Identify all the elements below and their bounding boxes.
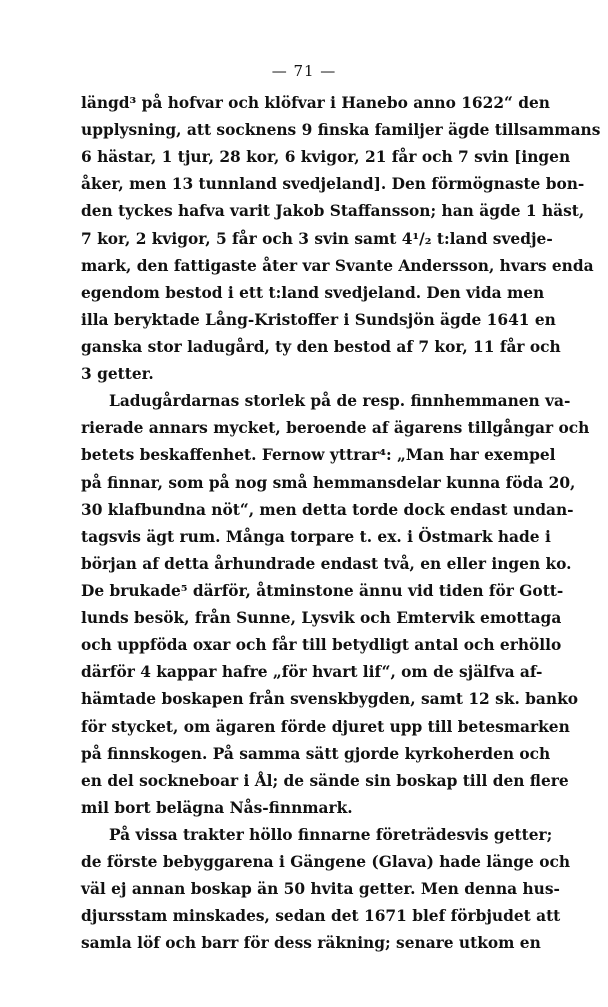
- text-line: mil bort belägna Nås-finnmark.: [81, 798, 353, 817]
- text-line: djursstam minskades, sedan det 1671 blef förbjudet att: [81, 907, 561, 926]
- text-line: och uppföda oxar och får till betydligt antal och erhöllo: [81, 636, 562, 655]
- text-line: ganska stor ladugård, ty den bestod af 7 kor, 11 får och: [81, 337, 561, 356]
- text-line: De brukade⁵ därför, åtminstone ännu vid tiden för Gott-: [81, 581, 564, 600]
- text-line: 6 hästar, 1 tjur, 28 kor, 6 kvigor, 21 får och 7 svin [ingen: [81, 148, 571, 167]
- text-line: tagsvis ägt rum. Många torpare t. ex. i Östmark hade i: [81, 527, 551, 546]
- text-line: för stycket, om ägaren förde djuret upp till betesmarken: [81, 717, 570, 736]
- text-line: mark, den fattigaste åter var Svante Andersson, hvars enda: [81, 256, 594, 275]
- body-text: [81, 90, 601, 958]
- text-line: därför 4 kappar hafre „för hvart lif“, om de själfva af-: [81, 663, 543, 682]
- text-line: samla löf och barr för dess räkning; senare utkom en: [81, 934, 541, 953]
- text-line: på finnskogen. På samma sätt gjorde kyrkoherden och: [81, 744, 551, 763]
- text-line: väl ej annan boskap än 50 hvita getter. Men denna hus-: [81, 880, 560, 899]
- text-line: 7 kor, 2 kvigor, 5 får och 3 svin samt 4¹/₂ t:land svedje-: [81, 229, 553, 248]
- text-line: på finnar, som på nog små hemmansdelar kunna föda 20,: [81, 473, 576, 492]
- text-line: upplysning, att socknens 9 finska familjer ägde tillsammans: [81, 121, 601, 140]
- text-line: hämtade boskapen från svenskbygden, samt 12 sk. banko: [81, 690, 579, 709]
- text-line: början af detta århundrade endast två, en eller ingen ko.: [81, 554, 572, 573]
- text-line: Ladugårdarnas storlek på de resp. finnhemmanen va-: [109, 392, 571, 411]
- text-line: åker, men 13 tunnland svedjeland]. Den förmögnaste bon-: [81, 175, 585, 194]
- page-number: — 71 —: [271, 62, 337, 80]
- text-line: 30 klafbundna nöt“, men detta torde dock endast undan-: [81, 500, 574, 519]
- text-line: illa beryktade Lång-Kristoffer i Sundsjön ägde 1641 en: [81, 310, 556, 329]
- text-line: en del sockneboar i Ål; de sände sin boskap till den flere: [81, 771, 569, 790]
- text-line: egendom bestod i ett t:land svedjeland. Den vida men: [81, 283, 545, 302]
- text-line: 3 getter.: [81, 365, 154, 384]
- text-line: På vissa trakter höllo finnarne företrädesvis getter;: [109, 825, 553, 844]
- text-line: lunds besök, från Sunne, Lysvik och Emtervik emottaga: [81, 609, 562, 628]
- text-line: de förste bebyggarena i Gängene (Glava) hade länge och: [81, 853, 571, 872]
- text-line: längd³ på hofvar och klöfvar i Hanebo anno 1622“ den: [81, 94, 550, 112]
- text-line: den tyckes hafva varit Jakob Staffansson; han ägde 1 häst,: [81, 202, 585, 221]
- text-line: betets beskaffenhet. Fernow yttrar⁴: „Man har exempel: [81, 446, 556, 465]
- text-line: rierade annars mycket, beroende af ägarens tillgångar och: [81, 419, 590, 438]
